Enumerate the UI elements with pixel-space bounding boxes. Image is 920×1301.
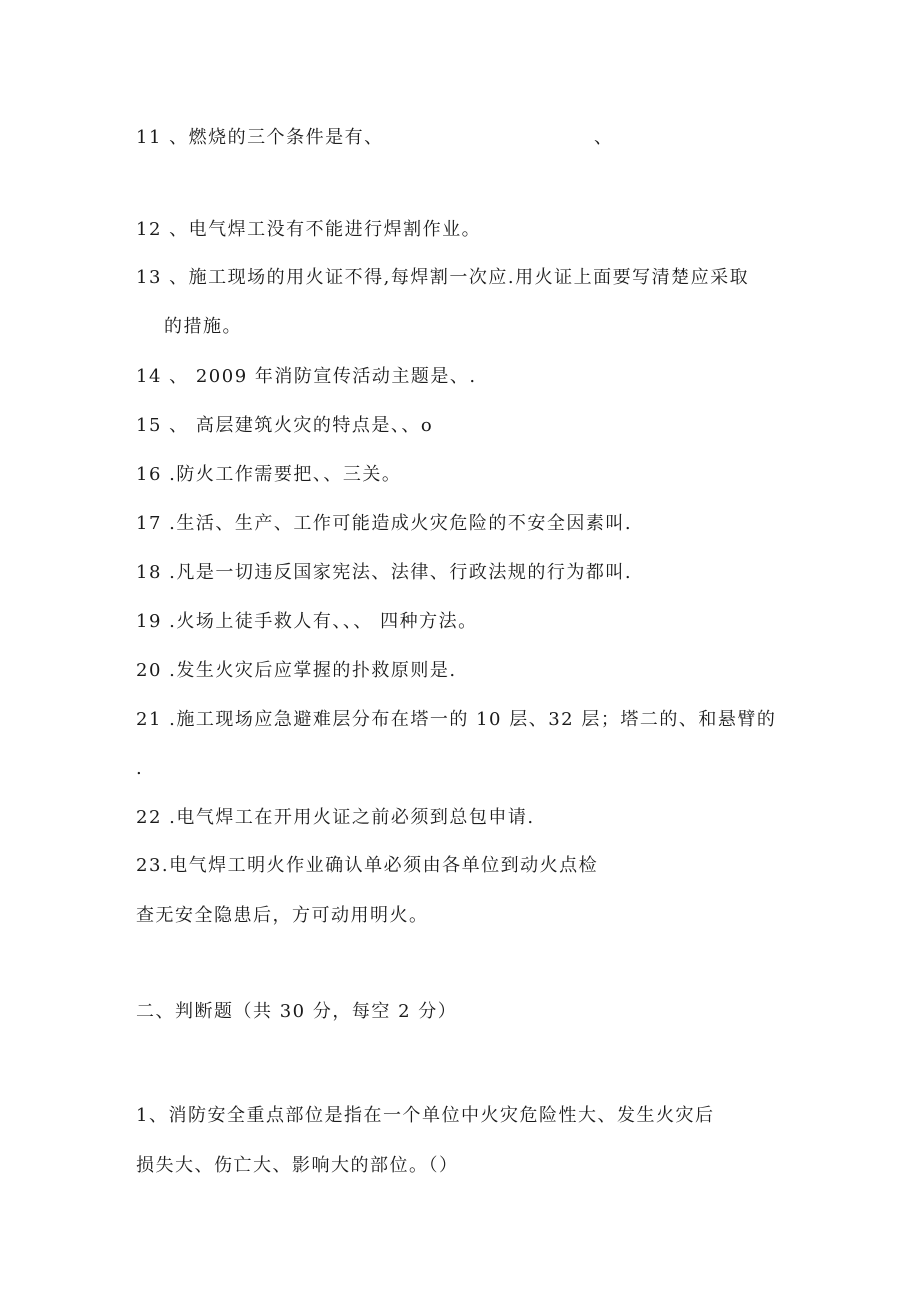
question-18: 18 .凡是一切违反国家宪法、法律、行政法规的行为都叫. — [136, 562, 633, 583]
judgement-item-1-continuation: 损失大、伤亡大、影响大的部位。（） — [136, 1155, 459, 1176]
question-23-continuation: 查无安全隐患后，方可动用明火。 — [136, 905, 429, 926]
question-17: 17 .生活、生产、工作可能造成火灾危险的不安全因素叫. — [136, 513, 633, 534]
question-20: 20 .发生火灾后应掌握的扑救原则是. — [136, 660, 457, 681]
section-heading: 二、判断题（共 30 分，每空 2 分） — [136, 1001, 458, 1022]
question-19: 19 .火场上徒手救人有、、、 四种方法。 — [136, 611, 478, 632]
question-13: 13 、施工现场的用火证不得,每焊割一次应.用火证上面要写清楚应采取 — [136, 267, 750, 288]
judgement-item-1: 1、消防安全重点部位是指在一个单位中火灾危险性大、发生火灾后 — [136, 1105, 715, 1126]
question-21: 21 .施工现场应急避难层分布在塔一的 10 层、32 层；塔二的、和悬臂的 — [136, 709, 777, 730]
question-11: 11 、燃烧的三个条件是有、 — [136, 127, 384, 148]
question-16: 16 .防火工作需要把、、三关。 — [136, 464, 402, 485]
question-23: 23.电气焊工明火作业确认单必须由各单位到动火点检 — [136, 855, 599, 876]
question-14: 14 、 2009 年消防宣传活动主题是、. — [136, 366, 477, 387]
question-13-continuation: 的措施。 — [164, 316, 242, 337]
question-12: 12 、电气焊工没有不能进行焊割作业。 — [136, 219, 482, 240]
question-11-trailing-mark: 、 — [594, 127, 612, 148]
question-15: 15 、 高层建筑火灾的特点是、、o — [136, 415, 434, 436]
question-22: 22 .电气焊工在开用火证之前必须到总包申请. — [136, 807, 535, 828]
question-21-continuation: . — [136, 758, 144, 779]
